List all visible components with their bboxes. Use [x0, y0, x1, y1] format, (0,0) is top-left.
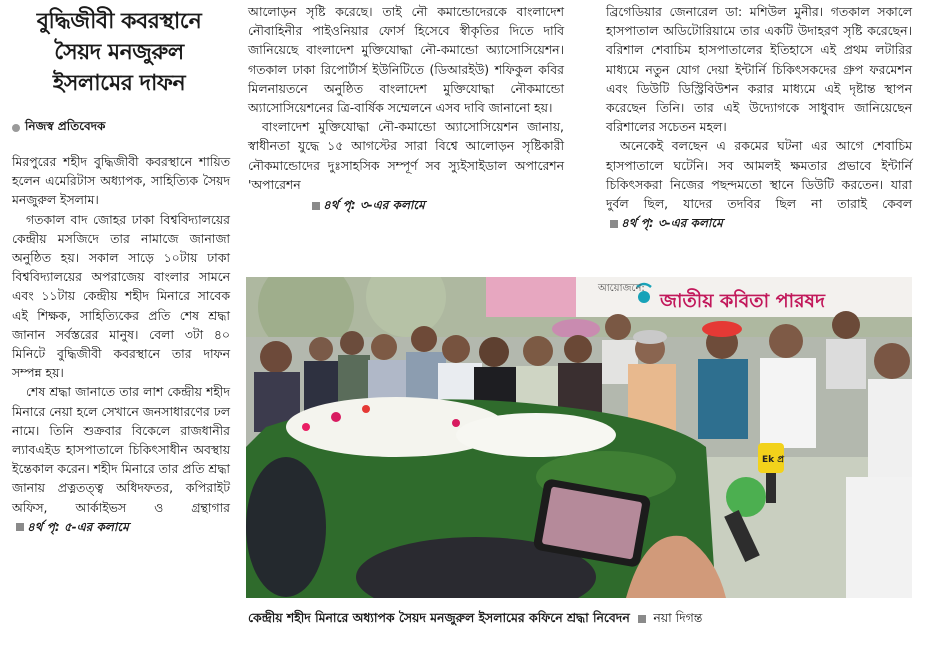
jump-text: ৪র্থ পৃ: ৩-এর কলামে [621, 216, 723, 231]
square-icon [16, 523, 24, 531]
banner-prefix: আয়োজনে: [598, 283, 645, 294]
square-icon [638, 615, 646, 623]
photo-caption [248, 610, 702, 630]
article-column-1 [12, 152, 230, 537]
paragraph: আলোড়ন সৃষ্টি করেছে। তাই নৌ কমান্ডোদেরকে বাংলাদেশ নৌবাহিনীর পাইওনিয়ার ফোর্স হিসেবে স্বীকৃতির দিতে দাবি জানিয়েছে বাংলাদেশ মুক্তিযোদ্ধা নৌ-কমান্ডো অ্যাসোসিয়েশন। গতকাল ঢাকা রিপোর্টার্স ইউনিটিতে (ডিআরইউ) শফিকুল কবির মিলনায়তনে অনুষ্ঠিত বাংলাদেশ মুক্তিযোদ্ধা নৌকমান্ডো অ্যাসোসিয়েশনের ত্রি-বার্ষিক সম্মেলনে এসব দাবি জানানো হয়। [248, 4, 564, 116]
bullet-icon [12, 124, 20, 132]
headline-line-2: সৈয়দ মনজুরুল [54, 40, 184, 65]
jump-text: ৪র্থ পৃ: ৩-এর কলামে [323, 198, 425, 213]
mic-label: Ek প্র [762, 455, 784, 465]
paragraph: গতকাল বাদ জোহর ঢাকা বিশ্ববিদ্যালয়ের কেন্দ্রীয় মসজিদে তার নামাজে জানাজা অনুষ্ঠিত হয়। সকাল সাড়ে ১০টায় ঢাকা বিশ্ববিদ্যালয়ের অপরাজেয় বাংলার সামনে এবং ১১টায় কেন্দ্রীয় শহীদ মিনারে সাবেক এই শিক্ষক, সাহিত্যিকের প্রতি শেষ শ্রদ্ধা জানান সর্বস্তরের মানুষ। বেলা ৩টা ৪০ মিনিটে বুদ্ধিজীবী কবরস্থানে তার দাফন সম্পন্ন হয়। [12, 211, 230, 381]
square-icon [312, 202, 320, 210]
banner-text: জাতীয় কবিতা পারষদ [660, 290, 826, 312]
headline-line-1: বুদ্ধিজীবী কবরস্থানে [36, 9, 202, 34]
article-column-3 [606, 2, 912, 233]
paragraph [12, 382, 230, 537]
caption-text: কেন্দ্রীয় শহীদ মিনারে অধ্যাপক সৈয়দ মনজুরুল ইসলামের কফিনে শ্রদ্ধা নিবেদন [248, 610, 630, 625]
headline-line-3: ইসলামের দাফন [52, 71, 186, 96]
headline [8, 6, 230, 99]
continuation-jump[interactable] [12, 520, 129, 534]
paragraph-text: শেষ শ্রদ্ধা জানাতে তার লাশ কেন্দ্রীয় শহীদ মিনারে নেয়া হলে সেখানে জনসাধারণের ঢল নামে। তিনি শুক্রবার বিকেলে রাজধানীর ল্যাবএইড হাসপাতালে চিকিৎসাধীন অবস্থায় ইন্তেকাল করেন। শহীদ মিনারে তার প্রতি শ্রদ্ধা জানায় প্রত্নতত্ত্ব অধিদফতর, কপিরাইট অফিস, আর্কাইভস ও গ্রন্থাগার [12, 384, 230, 515]
paragraph: ব্রিগেডিয়ার জেনারেল ডা: মশিউল মুনীর। গতকাল সকালে হাসপাতাল অডিটোরিয়ামে তার একটি উদাহরণ সৃষ্টি করেছেন। বরিশাল শেবাচিম হাসপাতালের ইতিহাসে এই প্রথম লটারির মাধ্যমে নতুন যোগ দেয়া ইন্টার্নি চিকিৎসকদের গ্রুপ ফরমেশন এবং ডিউটি ডিস্ট্রিবিউশন করার মাধ্যমে এই দৃষ্টান্ত স্থাপন করেছেন তিনি। তার এই উদ্যোগকে সাধুবাদ জানিয়েছেন বরিশালের সচেতন মহল। [606, 4, 912, 135]
caption-source: নয়া দিগন্ত [653, 610, 703, 625]
news-photo [246, 277, 912, 598]
photo-illustration [246, 277, 912, 598]
square-icon [610, 220, 618, 228]
paragraph: বাংলাদেশ মুক্তিযোদ্ধা নৌ-কমান্ডো অ্যাসোসিয়েশন জানায়, স্বাধীনতা যুদ্ধে ১৫ আগস্টের সারা বিশ্বে আলোড়ন সৃষ্টিকারী নৌকমান্ডোদের দুঃসাহসিক সম্পূর্ণ সব স্যুইসাইডাল অপারেশন 'অপারেশন [248, 119, 564, 192]
jump-text: ৪র্থ পৃ: ৫-এর কলামে [27, 519, 129, 534]
paragraph [606, 136, 912, 233]
continuation-jump[interactable] [308, 196, 564, 215]
byline-text: নিজস্ব প্রতিবেদক [25, 119, 106, 133]
continuation-jump[interactable] [606, 216, 723, 230]
paragraph: মিরপুরের শহীদ বুদ্ধিজীবী কবরস্থানে শায়িত হলেন এমেরিটাস অধ্যাপক, সাহিত্যিক সৈয়দ মনজুরুল ইসলাম। [12, 154, 230, 208]
byline [12, 118, 105, 138]
paragraph-text: অনেকেই বলছেন এ রকমের ঘটনা এর আগে শেবাচিম হাসপাতালে ঘটেনি। সব আমলই ক্ষমতার প্রভাবে ইন্টার্নি চিকিৎসকরা নিজের পছন্দমতো স্থানে ডিউটি করতেন। যারা দুর্বল ছিল, যাদের তদবির ছিল না তারাই কেবল [606, 138, 912, 212]
article-column-2 [248, 2, 564, 215]
